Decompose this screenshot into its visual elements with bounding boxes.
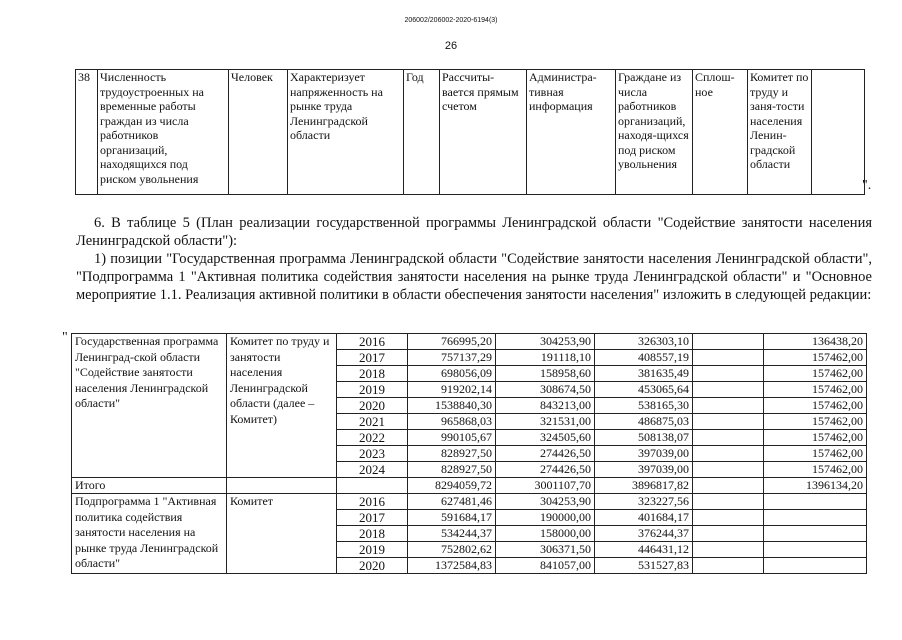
- year-cell: 2016: [337, 334, 408, 350]
- regional-cell: 3896817,82: [595, 478, 693, 494]
- regional-cell: 538165,30: [595, 398, 693, 414]
- federal-cell: 841057,00: [496, 558, 595, 574]
- other-cell: [764, 494, 867, 510]
- local-cell: [693, 398, 764, 414]
- indicator-source: Администра-тивная информация: [527, 70, 616, 195]
- local-cell: [693, 446, 764, 462]
- regional-cell: 376244,37: [595, 526, 693, 542]
- indicator-table: [75, 69, 865, 195]
- total-cell: 766995,20: [408, 334, 496, 350]
- total-cell: 8294059,72: [408, 478, 496, 494]
- other-cell: [764, 510, 867, 526]
- year-cell: 2017: [337, 350, 408, 366]
- indicator-row: [76, 70, 865, 195]
- other-cell: 157462,00: [764, 366, 867, 382]
- other-cell: [764, 526, 867, 542]
- local-cell: [693, 414, 764, 430]
- total-label: Итого: [72, 478, 227, 494]
- local-cell: [693, 430, 764, 446]
- closing-quote: ".: [862, 178, 872, 193]
- total-cell: 1372584,83: [408, 558, 496, 574]
- local-cell: [693, 494, 764, 510]
- federal-cell: 190000,00: [496, 510, 595, 526]
- other-cell: 157462,00: [764, 446, 867, 462]
- paragraph-item-6: 6. В таблице 5 (План реализации государственной программы Ленинградской области "Содействие занятости населения Ленинградской области"):: [76, 215, 872, 249]
- local-cell: [693, 526, 764, 542]
- indicator-extra: [812, 70, 865, 195]
- indicator-unit: Человек: [229, 70, 288, 195]
- federal-cell: 306371,50: [496, 542, 595, 558]
- year-cell: 2020: [337, 398, 408, 414]
- other-cell: 157462,00: [764, 430, 867, 446]
- regional-cell: 401684,17: [595, 510, 693, 526]
- federal-cell: 304253,90: [496, 334, 595, 350]
- indicator-coverage: Сплош-ное: [693, 70, 748, 195]
- regional-cell: 453065,64: [595, 382, 693, 398]
- year-cell: 2019: [337, 542, 408, 558]
- local-cell: [693, 366, 764, 382]
- other-cell: [764, 542, 867, 558]
- local-cell: [693, 510, 764, 526]
- local-cell: [693, 334, 764, 350]
- other-cell: 157462,00: [764, 462, 867, 478]
- table-row: [72, 334, 867, 350]
- total-cell: 828927,50: [408, 446, 496, 462]
- federal-cell: 308674,50: [496, 382, 595, 398]
- year-cell: 2018: [337, 366, 408, 382]
- total-cell: 919202,14: [408, 382, 496, 398]
- year-cell: 2017: [337, 510, 408, 526]
- indicator-method: Рассчиты-вается прямым счетом: [440, 70, 527, 195]
- federal-cell: 158958,60: [496, 366, 595, 382]
- other-cell: 157462,00: [764, 382, 867, 398]
- federal-cell: 274426,50: [496, 462, 595, 478]
- federal-cell: 321531,00: [496, 414, 595, 430]
- federal-cell: 3001107,70: [496, 478, 595, 494]
- year-cell: 2019: [337, 382, 408, 398]
- local-cell: [693, 558, 764, 574]
- total-cell: 627481,46: [408, 494, 496, 510]
- year-cell: 2022: [337, 430, 408, 446]
- program-name: Государственная программа Ленинград-ской области "Содействие занятости населения Ленинградской области": [72, 334, 227, 478]
- indicator-responsible: Комитет по труду и заня-тости населения Ленин-градской области: [748, 70, 812, 195]
- federal-cell: 304253,90: [496, 494, 595, 510]
- regional-cell: 326303,10: [595, 334, 693, 350]
- total-cell: 828927,50: [408, 462, 496, 478]
- regional-cell: 508138,07: [595, 430, 693, 446]
- other-cell: 1396134,20: [764, 478, 867, 494]
- regional-cell: 381635,49: [595, 366, 693, 382]
- year-cell: 2018: [337, 526, 408, 542]
- regional-cell: 397039,00: [595, 446, 693, 462]
- indicator-unit-of-observation: Граждане из числа работников организаций, находя-щихся под риском увольнения: [616, 70, 693, 195]
- federal-cell: 158000,00: [496, 526, 595, 542]
- regional-cell: 446431,12: [595, 542, 693, 558]
- table-row: [72, 494, 867, 510]
- indicator-name: Численность трудоустроенных на временные работы граждан из числа работников организаций, находящихся под риском увольнения: [98, 70, 229, 195]
- federal-cell: 324505,60: [496, 430, 595, 446]
- local-cell: [693, 350, 764, 366]
- total-cell: 591684,17: [408, 510, 496, 526]
- year-cell: 2023: [337, 446, 408, 462]
- year-cell: 2024: [337, 462, 408, 478]
- year-cell: 2020: [337, 558, 408, 574]
- other-cell: 157462,00: [764, 414, 867, 430]
- local-cell: [693, 382, 764, 398]
- page-number: 26: [444, 40, 458, 52]
- program-executor: Комитет по труду и занятости населения Ленинградской области (далее – Комитет): [227, 334, 337, 478]
- regional-cell: 397039,00: [595, 462, 693, 478]
- year-cell: 2016: [337, 494, 408, 510]
- total-year: [337, 478, 408, 494]
- total-cell: 990105,67: [408, 430, 496, 446]
- other-cell: 157462,00: [764, 398, 867, 414]
- regional-cell: 408557,19: [595, 350, 693, 366]
- total-cell: 698056,09: [408, 366, 496, 382]
- regional-cell: 486875,03: [595, 414, 693, 430]
- indicator-description: Характеризует напряженность на рынке труда Ленинградской области: [288, 70, 404, 195]
- federal-cell: 191118,10: [496, 350, 595, 366]
- other-cell: 157462,00: [764, 350, 867, 366]
- total-cell: 1538840,30: [408, 398, 496, 414]
- total-cell: 752802,62: [408, 542, 496, 558]
- indicator-number: 38: [76, 70, 98, 195]
- program-plan-table: [71, 333, 867, 574]
- regional-cell: 531527,83: [595, 558, 693, 574]
- opening-quote: ": [62, 330, 68, 345]
- regional-cell: 323227,56: [595, 494, 693, 510]
- other-cell: 136438,20: [764, 334, 867, 350]
- total-executor: [227, 478, 337, 494]
- total-row: [72, 478, 867, 494]
- federal-cell: 274426,50: [496, 446, 595, 462]
- paragraph-subitem-1: 1) позиции "Государственная программа Ленинградской области "Содействие занятости населения Ленинградской области", "Подпрограмма 1 "Активная политика содействия занятости населения на рынке труда Ленинградской области" и "Основное мероприятие 1.1. Реализация активной политики в области обеспечения занятости населения" изложить в следующей редакции:: [76, 251, 872, 303]
- other-cell: [764, 558, 867, 574]
- subprogram-name: Подпрограмма 1 "Активная политика содействия занятости населения на рынке труда Ленинградской области": [72, 494, 227, 574]
- local-cell: [693, 462, 764, 478]
- year-cell: 2021: [337, 414, 408, 430]
- local-cell: [693, 478, 764, 494]
- federal-cell: 843213,00: [496, 398, 595, 414]
- subprogram-executor: Комитет: [227, 494, 337, 574]
- document-id: 206002/206002-2020-6194(3): [404, 17, 498, 24]
- total-cell: 534244,37: [408, 526, 496, 542]
- total-cell: 757137,29: [408, 350, 496, 366]
- local-cell: [693, 542, 764, 558]
- total-cell: 965868,03: [408, 414, 496, 430]
- indicator-period: Год: [404, 70, 440, 195]
